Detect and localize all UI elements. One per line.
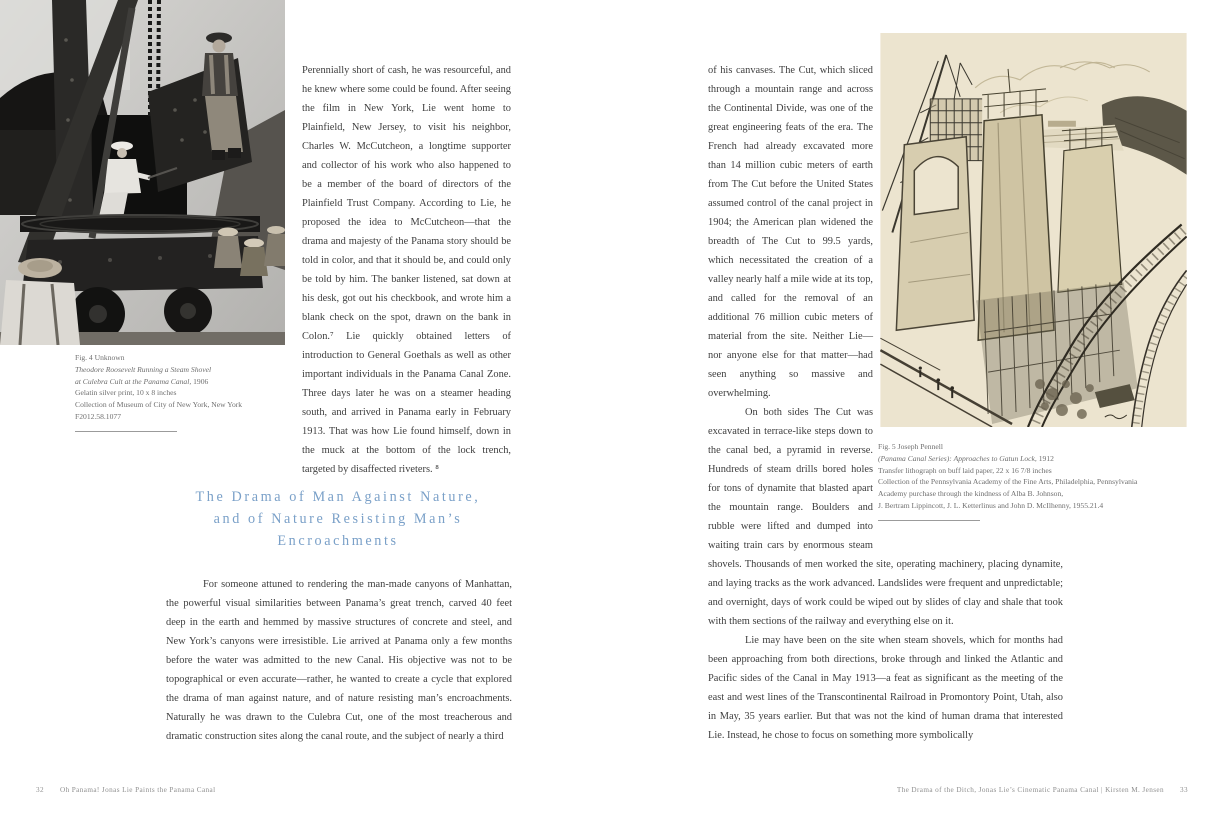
- left-running-title: Oh Panama! Jonas Lie Paints the Panama Canal: [60, 786, 216, 794]
- right-paragraph-1: of his canvases. The Cut, which sliced through a mountain range and across the Continental Divide, was one of the great engineering feats of the era. The French had already excavated more than 14 million cubic meters of earth from The Cut before the United States assumed control of the canal project in 1904; the American plan widened the breadth of The Cut to 99.5 yards, which necessitated the creation of a valley nearly half a mile wide at its top, and called for the removal of an additional 76 million cubic meters of material from the site. Neither Lie—nor anyone else for that matter—had seen anything so massive and overwhelming.: [708, 65, 873, 399]
- fig4-caption-title-line1: Theodore Roosevelt Running a Steam Shovel: [75, 364, 212, 374]
- section-heading-line3: Encroachments: [277, 533, 399, 549]
- fig5-caption-credit2: J. Bertram Lippincott, J. L. Ketterlinus and John D. McIlhenny, 1955.21.4: [878, 500, 1104, 510]
- left-page-number: 32: [36, 786, 44, 794]
- fig4-caption-accession: F2012.58.1077: [75, 411, 121, 421]
- right-paragraph-2: On both sides The Cut was excavated in terrace-like steps down to the canal bed, a pyramid in reverse. Hundreds of steam drills bored holes for tons of dynamite that blasted apart the mountain range. Boulders and rubble were lifted and dumped into waiting train cars by enormous steam shovels. Thousands of men worked the site, operating machinery, placing dynamite, and laying tracks as the work advanced. Landslides were frequent and unpredictable; and overnight, days of work could be wiped out by slides of clay and shale that took with them sections of the railway and everything else on it.: [708, 407, 1063, 627]
- fig5-caption-label: Fig. 5 Joseph Pennell: [878, 442, 943, 451]
- fig5-wrap-spacer: [873, 61, 1063, 541]
- left-wide-paragraph: For someone attuned to rendering the man-made canyons of Manhattan, the powerful visual similarities between Panama’s great trench, carved 40 feet deep in the earth and hemmed by massive structures of concrete and steel, and New York’s canyons were irresistible. Lie arrived at Panama only a few months before the water was admitted to the new Canal. His objective was not to be topographical or even accurate—rather, he wanted to create a cycle that explored the drama of man against nature, and of nature resisting man’s encroachments. Naturally he was drawn to the Culebra Cut, one of the most treacherous and dramatic construction sites along the canal route, and the subject of nearly a third: [166, 579, 512, 742]
- fig4-photo: [0, 0, 285, 345]
- fig5-caption-title: (Panama Canal Series): Approaches to Gatun Lock, 1912: [878, 453, 1054, 463]
- fig4-caption: [75, 352, 285, 432]
- section-heading-line1: The Drama of Man Against Nature,: [195, 489, 481, 505]
- left-column-text: [302, 61, 511, 479]
- right-page-text: [708, 61, 1063, 745]
- right-running-title: The Drama of the Ditch, Jonas Lie’s Cinematic Panama Canal | Kirsten M. Jensen: [896, 786, 1164, 794]
- fig5-caption-collection: Collection of the Pennsylvania Academy of the Fine Arts, Philadelphia, Pennsylvania: [878, 477, 1138, 487]
- fig4-caption-label: Fig. 4 Unknown: [75, 353, 125, 362]
- section-heading: [160, 486, 516, 552]
- left-column-paragraph: Perennially short of cash, he was resourceful, and he knew where some could be found. After seeing the film in New York, Lie went home to Plainfield, New Jersey, to visit his neighbor, Charles W. McCutcheon, a longtime supporter and collector of his work who also happened to be a member of the board of directors of the Plainfield Trust Company. According to Lie, he proposed the idea to McCutcheon—that the drama and majesty of the Panama story should be told in color, and that it should be, and could only be told by him. The banker listened, sat down at his desk, got out his checkbook, and wrote him a blank check on the spot, drawn on the bank in Colon.⁷ Lie quickly obtained letters of introduction to General Goethals as well as other important individuals in the Panama Canal Zone. Three days later he was on a steamer heading south, and arrived in Panama early in February 1913. That was how Lie found himself, down in the muck at the bottom of the lock trench, targeted by disaffected riveters. ⁸: [302, 65, 511, 475]
- steam-shovel-photo-illustration: [0, 0, 285, 345]
- right-page-number: 33: [1180, 786, 1188, 794]
- fig4-caption-rule: [75, 431, 177, 432]
- fig4-caption-collection: Collection of Museum of City of New York, New York: [75, 400, 243, 410]
- fig5-caption-credit1: Academy purchase through the kindness of Alba B. Johnson,: [878, 489, 1064, 499]
- left-wide-text: [166, 575, 512, 746]
- right-footer: [897, 786, 1188, 794]
- fig4-caption-medium: Gelatin silver print, 10 x 8 inches: [75, 388, 177, 398]
- left-footer: [36, 786, 216, 794]
- fig4-caption-title-line2: at Culebra Cult at the Panama Canal, 1906: [75, 376, 209, 386]
- right-paragraph-3: Lie may have been on the site when steam shovels, which for months had been approaching from both directions, broke through and linked the Atlantic and Pacific sides of the Canal in May 1913—a feat as significant as the meeting of the east and west lines of the Transcontinental Railroad in Promontory Point, Utah, also in May, 35 years earlier. But that was not the kind of human drama that interested Lie. Instead, he chose to focus on something more symbolically: [708, 635, 1063, 741]
- section-heading-line2: and of Nature Resisting Man’s: [213, 511, 463, 527]
- fig5-caption-medium: Transfer lithograph on buff laid paper, 22 x 16 7/8 inches: [878, 465, 1052, 475]
